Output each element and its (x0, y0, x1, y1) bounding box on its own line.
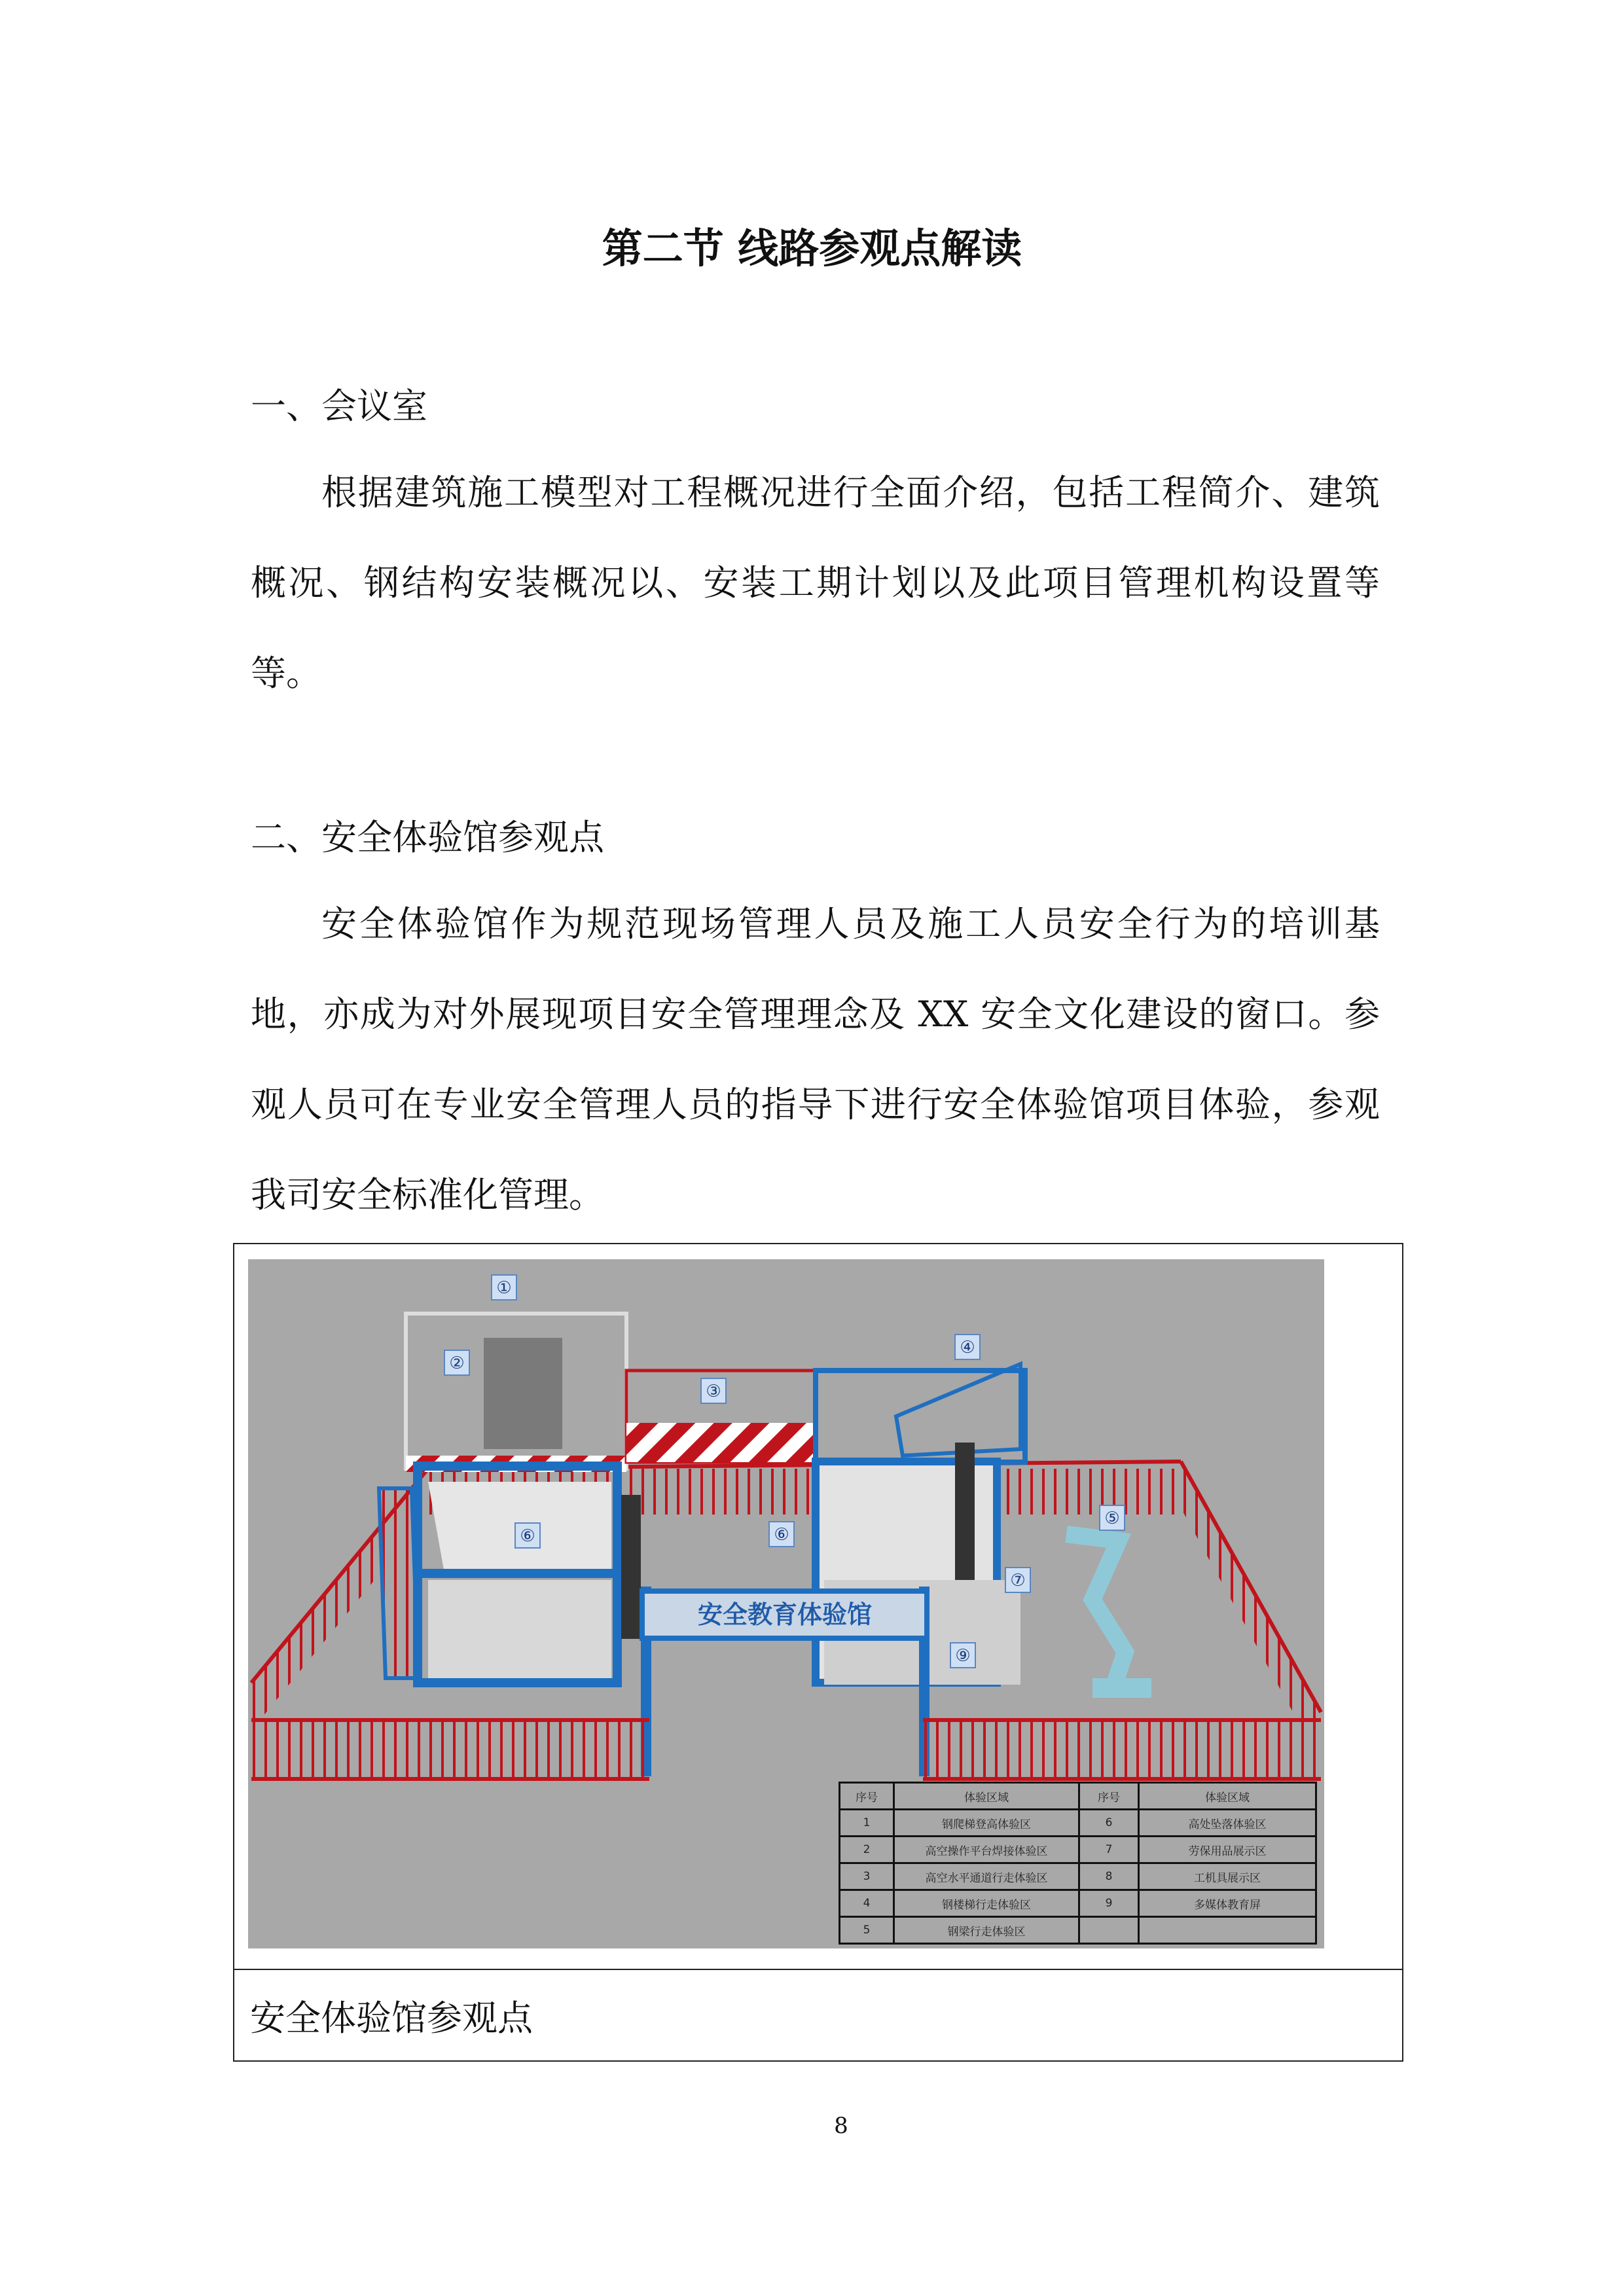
fence-right (1181, 1462, 1321, 1763)
zone-number-cell (1079, 1917, 1139, 1944)
table-row (840, 1863, 1316, 1890)
header-zone: 体验区域 (894, 1783, 1079, 1810)
gate-sign: 安全教育体验馆 (697, 1600, 873, 1629)
safety-hall-illustration (248, 1259, 1324, 1948)
marker-2 (444, 1350, 469, 1375)
figure-caption: 安全体验馆参观点 (250, 1998, 533, 2039)
caption-divider (234, 1969, 1402, 1970)
svg-text:②: ② (449, 1354, 465, 1373)
zone-number-cell: 3 (840, 1863, 894, 1890)
page-number: 8 (834, 2113, 848, 2139)
zone-name-cell: 工机具展示区 (1139, 1863, 1316, 1890)
svg-text:④: ④ (960, 1338, 975, 1357)
marker-6a (515, 1523, 540, 1548)
marker-4 (955, 1335, 980, 1359)
svg-text:⑨: ⑨ (955, 1646, 971, 1666)
marker-7 (1005, 1568, 1030, 1592)
zone-name-cell: 多媒体教育屏 (1139, 1890, 1316, 1917)
marker-9 (950, 1643, 975, 1668)
svg-text:①: ① (496, 1278, 512, 1298)
zone-name-cell: 劳保用品展示区 (1139, 1837, 1316, 1863)
page-title: 第二节 线路参观点解读 (602, 224, 1022, 272)
marker-5 (1100, 1505, 1125, 1530)
zone-number-cell: 9 (1079, 1890, 1139, 1917)
zone-number-cell: 6 (1079, 1810, 1139, 1837)
zone-name-cell: 高空水平通道行走体验区 (894, 1863, 1079, 1890)
header-zone: 体验区域 (1139, 1783, 1316, 1810)
table-row (840, 1837, 1316, 1863)
section-heading-safety-hall: 二、安全体验馆参观点 (251, 817, 604, 858)
header-no: 序号 (840, 1783, 894, 1810)
zone-name-cell: 高处坠落体验区 (1139, 1810, 1316, 1837)
marker-1 (492, 1275, 516, 1300)
fence-front-left (251, 1720, 649, 1779)
svg-text:⑤: ⑤ (1104, 1509, 1120, 1528)
table-row (840, 1890, 1316, 1917)
zone-name-cell: 钢梁行走体验区 (894, 1917, 1079, 1944)
zone-number-cell: 1 (840, 1810, 894, 1837)
zone-number-cell: 8 (1079, 1863, 1139, 1890)
svg-text:⑥: ⑥ (520, 1526, 535, 1546)
svg-text:⑦: ⑦ (1010, 1571, 1026, 1590)
zone-name-cell: 钢爬梯登高体验区 (894, 1810, 1079, 1837)
figure-box (233, 1243, 1403, 2062)
svg-text:③: ③ (706, 1382, 721, 1401)
table-row (840, 1917, 1316, 1944)
table-header-row (840, 1783, 1316, 1810)
slide-structure (1066, 1534, 1151, 1698)
zone-name-cell: 钢楼梯行走体验区 (894, 1890, 1079, 1917)
table-row (840, 1810, 1316, 1837)
section-paragraph-safety-hall: 安全体验馆作为规范现场管理人员及施工人员安全行为的培训基地，亦成为对外展现项目安全管理理念及 XX 安全文化建设的窗口。参观人员可在专业安全管理人员的指导下进行安全体验馆项目体验，参观我司安全标准化管理。 (251, 903, 1380, 1215)
marker-3 (701, 1378, 726, 1403)
zone-number-cell: 5 (840, 1917, 894, 1944)
zone-name-cell (1139, 1917, 1316, 1944)
zone-number-cell: 4 (840, 1890, 894, 1917)
header-no: 序号 (1079, 1783, 1139, 1810)
marker-6b (769, 1522, 794, 1547)
section-paragraph-meeting-room: 根据建筑施工模型对工程概况进行全面介绍，包括工程简介、建筑概况、钢结构安装概况以、安装工期计划以及此项目管理机构设置等等。 (251, 472, 1380, 694)
zone-name-cell: 高空操作平台焊接体验区 (894, 1837, 1079, 1863)
left-tower (379, 1314, 641, 1683)
section-heading-meeting-room: 一、会议室 (251, 386, 427, 427)
zone-legend-table (839, 1782, 1317, 1945)
svg-text:⑥: ⑥ (774, 1525, 789, 1545)
zone-number-cell: 2 (840, 1837, 894, 1863)
fence-front-right (923, 1720, 1321, 1779)
zone-number-cell: 7 (1079, 1837, 1139, 1863)
